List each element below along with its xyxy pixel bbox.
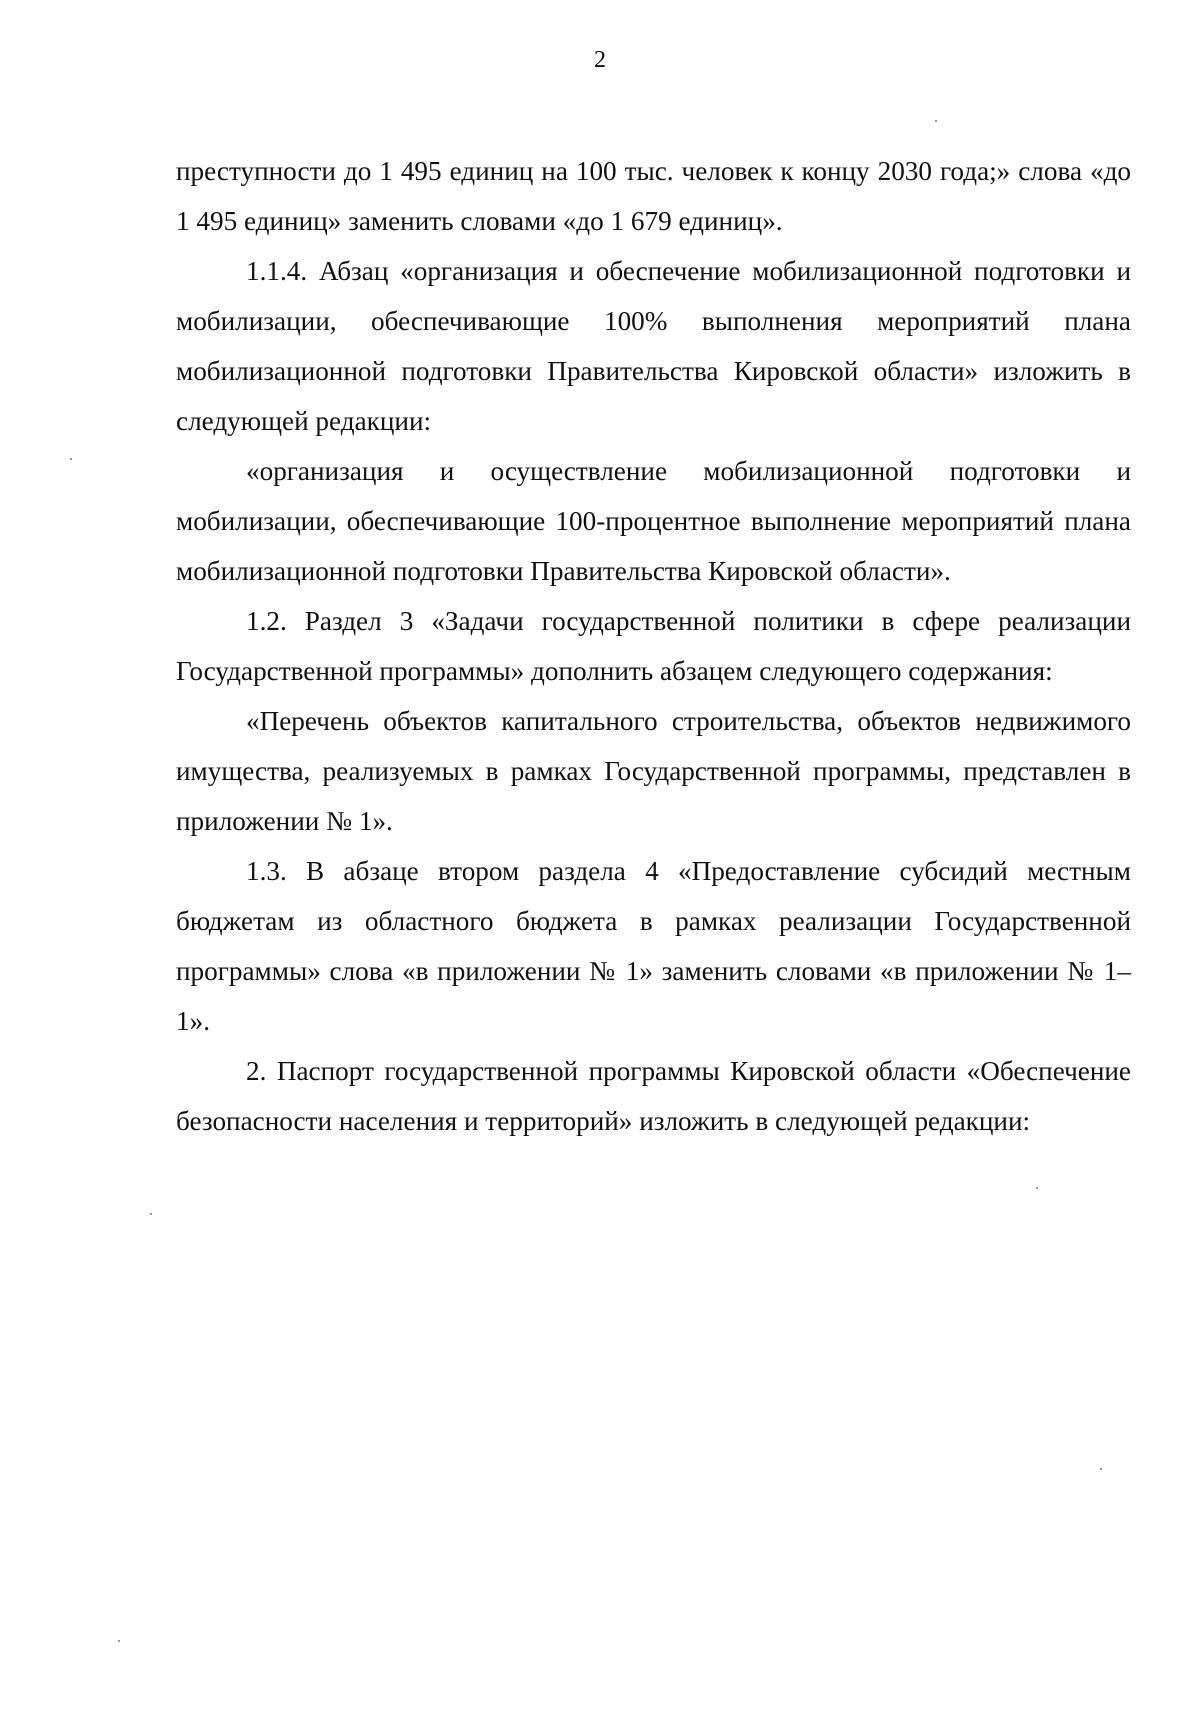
scan-speck bbox=[150, 1213, 152, 1215]
scan-speck bbox=[935, 120, 937, 122]
paragraph-1-3: 1.3. В абзаце втором раздела 4 «Предоставление субсидий местным бюджетам из областного бюджета в рамках реализации Государственной программы» слова «в приложении № 1» заменить словами «в приложении № 1–1». bbox=[176, 856, 1131, 1036]
paragraph-continuation: преступности до 1 495 единиц на 100 тыс. человек к концу 2030 года;» слова «до 1 495 единиц» заменить словами «до 1 679 единиц». bbox=[176, 156, 1131, 236]
paragraph-quote-organization: «организация и осуществление мобилизационной подготовки и мобилизации, обеспечивающие 100-процентное выполнение мероприятий плана мобилизационной подготовки Правительства Кировской области». bbox=[176, 456, 1131, 586]
paragraph-1-2: 1.2. Раздел 3 «Задачи государственной политики в сфере реализации Государственной программы» дополнить абзацем следующего содержания: bbox=[176, 606, 1131, 686]
scan-speck bbox=[70, 458, 72, 460]
paragraph-2: 2. Паспорт государственной программы Кировской области «Обеспечение безопасности населения и территорий» изложить в следующей редакции: bbox=[176, 1056, 1131, 1136]
paragraph-1-1-4: 1.1.4. Абзац «организация и обеспечение мобилизационной подготовки и мобилизации, обеспечивающие 100% выполнения мероприятий плана мобилизационной подготовки Правительства Кировской области» изложить в следующей редакции: bbox=[176, 256, 1131, 436]
scan-speck bbox=[1100, 1468, 1102, 1470]
document-body bbox=[176, 146, 1131, 1146]
scan-speck bbox=[1036, 1187, 1038, 1189]
page-number: 2 bbox=[594, 47, 606, 73]
scan-speck bbox=[118, 1640, 120, 1642]
paragraph-quote-list: «Перечень объектов капитального строительства, объектов недвижимого имущества, реализуемых в рамках Государственной программы, представлен в приложении № 1». bbox=[176, 706, 1131, 836]
